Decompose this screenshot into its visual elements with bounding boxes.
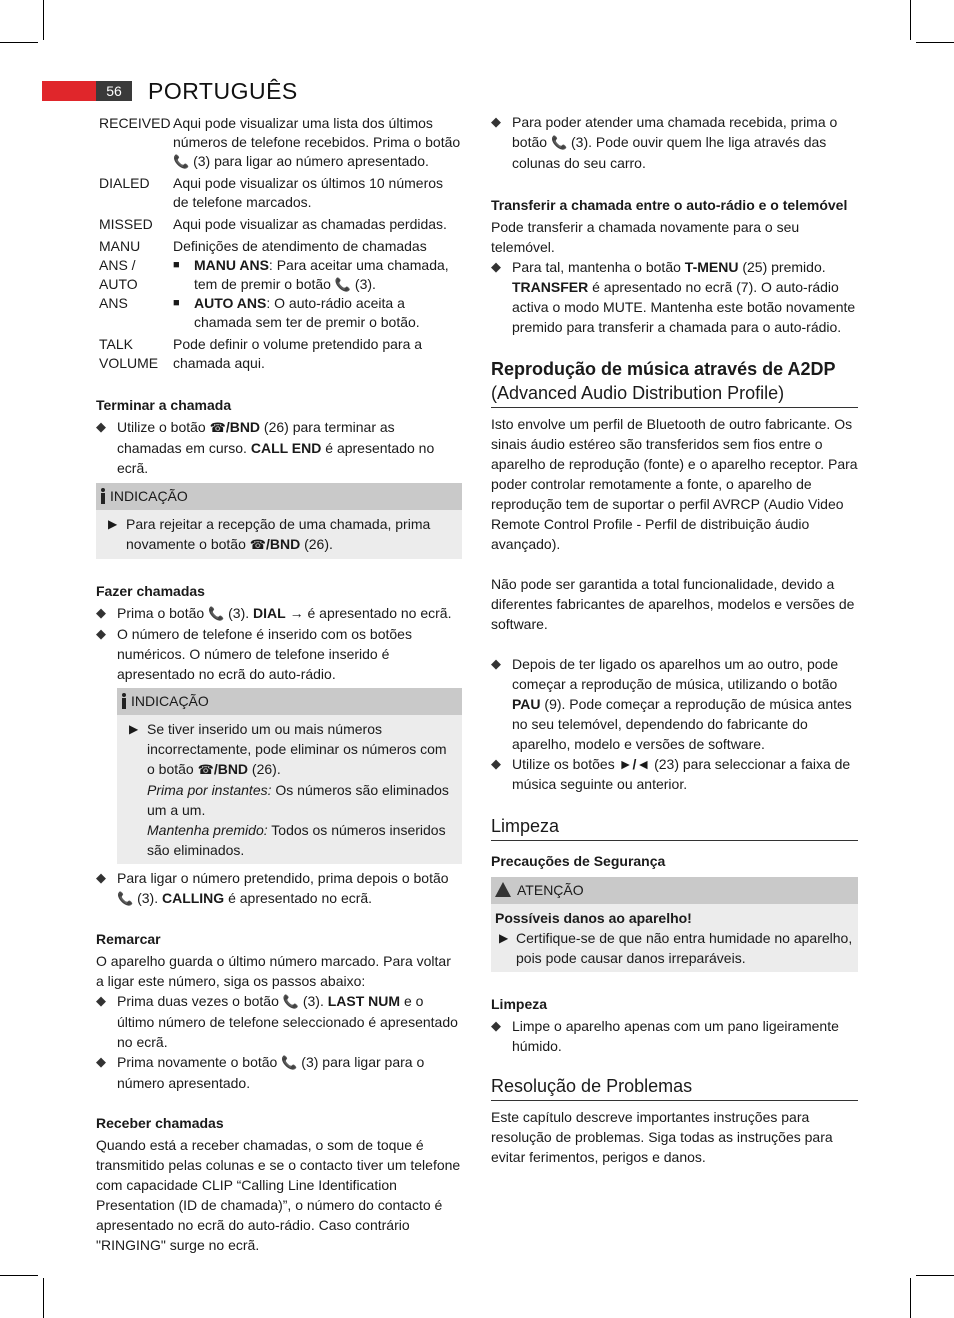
phone-call-icon: 📞: [334, 277, 352, 292]
info-icon: [100, 488, 106, 504]
diamond-bullet-icon: ◆: [491, 756, 501, 771]
header-red-bar: [42, 81, 96, 101]
troubleshooting-heading: Resolução de Problemas: [491, 1074, 858, 1101]
left-column: [96, 114, 462, 1255]
def-manu-ans: [173, 237, 462, 332]
list-item: ◆ Prima novamente o botão 📞 (3) para ligar para o número apresentado.: [96, 1054, 425, 1091]
crop-mark: [910, 0, 911, 40]
diamond-bullet-icon: ◆: [96, 870, 106, 885]
warning-box: [491, 877, 858, 972]
crop-mark: [43, 0, 44, 40]
diamond-bullet-icon: ◆: [491, 656, 501, 671]
safety-heading: Precauções de Segurança: [491, 853, 666, 869]
list-item: ◆ Para ligar o número pretendido, prima depois o botão 📞 (3). CALLING é apresentado no ecrã.: [96, 868, 462, 909]
phone-call-icon: 📞: [173, 154, 190, 169]
phone-hangup-icon: ☎: [197, 762, 214, 777]
note-box: [96, 483, 462, 559]
diamond-bullet-icon: ◆: [96, 1054, 106, 1069]
info-icon: [121, 693, 127, 709]
list-item: ◆ Para tal, mantenha o botão T-MENU (25) premido. TRANSFER é apresentado no ecrã (7). O auto-rádio activa o modo MUTE. Mantenha este botão novamente premido para transferir a chamada para o auto-rádio.: [491, 259, 856, 335]
crop-mark: [0, 1275, 38, 1276]
crop-mark: [0, 42, 38, 43]
crop-mark: [916, 42, 954, 43]
menu-definition-list: [99, 114, 462, 373]
def-received: Aqui pode visualizar uma lista dos últimos números de telefone recebidos. Prima o botão 📞 (3) para ligar ao número apresentado.: [173, 115, 461, 169]
list-item: ▶ Se tiver inserido um ou mais números incorrectamente, pode eliminar os números com o botão ☎/BND (26). Prima por instantes: Os números são eliminados um a um. Mantenha premido: Todos os números inseridos são eliminados.: [121, 719, 458, 860]
phone-call-icon: 📞: [550, 135, 568, 150]
list-item: ◆ Depois de ter ligado os aparelhos um ao outro, pode começar a reprodução de música, utilizando o botão PAU (9). Pode começar a reprodução de música antes no seu telemóvel, dependendo do fabricante do aparelho, modelo e versões de software.: [491, 656, 852, 752]
term-received: RECEIVED: [99, 115, 171, 131]
term-talk-volume: TALK VOLUME: [99, 336, 159, 371]
list-item: ◆ Prima duas vezes o botão 📞 (3). LAST NUM e o último número de telefone seleccionado é apresentado no ecrã.: [96, 993, 458, 1050]
phone-call-icon: 📞: [208, 606, 225, 621]
phone-call-icon: 📞: [117, 891, 134, 906]
note-body: [96, 510, 462, 559]
end-call-heading: Terminar a chamada: [96, 397, 232, 413]
square-bullet-icon: ■: [173, 259, 180, 271]
warning-title: Possíveis danos ao aparelho!: [495, 910, 692, 926]
phone-hangup-icon: ☎: [249, 537, 266, 552]
transfer-heading: Transferir a chamada entre o auto-rádio e o telemóvel: [491, 197, 848, 213]
term-missed: MISSED: [99, 216, 153, 232]
square-bullet-icon: ■: [173, 297, 180, 309]
term-manu-ans: MANU ANS / AUTO ANS: [99, 238, 141, 311]
phone-call-icon: 📞: [281, 1055, 298, 1070]
phone-hangup-icon: ☎: [209, 420, 226, 435]
def-dialed: Aqui pode visualizar os últimos 10 números de telefone marcados.: [173, 175, 444, 210]
list-item: ◆ Limpe o aparelho apenas com um pano ligeiramente húmido.: [491, 1018, 839, 1054]
page-language-title: PORTUGUÊS: [148, 78, 298, 104]
diamond-bullet-icon: ◆: [96, 605, 106, 620]
note-body: [117, 715, 462, 864]
troubleshooting-text: Este capítulo descreve importantes instruções para resolução de problemas. Siga todas as instruções para evitar ferimentos, perigos e danos.: [491, 1109, 833, 1165]
def-talk-volume: Pode definir o volume pretendido para a chamada aqui.: [173, 336, 423, 371]
list-item: ◆ Utilize os botões ►/◄ (23) para seleccionar a faixa de música seguinte ou anterior.: [491, 756, 851, 792]
dial-arrow-icon: →: [289, 605, 304, 621]
cleaning-heading: Limpeza: [491, 814, 858, 841]
a2dp-paragraph-2: Não pode ser garantida a total funcionalidade, devido a diferentes fabricantes de aparelhos, modelos e versões de software.: [491, 576, 855, 632]
receive-calls-heading: Receber chamadas: [96, 1115, 224, 1131]
list-item: ◆ O número de telefone é inserido com os botões numéricos. O número de telefone inserido é apresentado no ecrã do auto-rádio.: [96, 626, 412, 682]
cleaning-subheading: Limpeza: [491, 996, 548, 1012]
list-item: ◆ Prima o botão 📞 (3). DIAL → é apresentado no ecrã.: [96, 603, 462, 624]
diamond-bullet-icon: ◆: [96, 626, 106, 641]
redial-heading: Remarcar: [96, 931, 161, 947]
right-column: [491, 112, 858, 1167]
page-number: 56: [96, 81, 132, 101]
phone-call-icon: 📞: [282, 994, 299, 1009]
make-calls-heading: Fazer chamadas: [96, 583, 205, 599]
def-missed: Aqui pode visualizar as chamadas perdidas.: [173, 216, 447, 232]
warning-body: [491, 904, 858, 972]
a2dp-heading: Reprodução de música através de A2DP (Advanced Audio Distribution Profile): [491, 357, 858, 408]
crop-mark: [43, 1278, 44, 1318]
a2dp-paragraph-1: Isto envolve um perfil de Bluetooth de outro fabricante. Os sinais áudio estéreo são transferidos sem fios entre o aparelho de reprodução (fonte) e o aparelho receptor. Para poder controlar remotamente a fonte, o aparelho de reprodução tem de suportar o perfil AVRCP (Audio Video Remote Control Profile - Perfil de distribuição áudio avançado).: [491, 416, 858, 552]
note-header: INDICAÇÃO: [117, 688, 462, 715]
arrow-bullet-icon: ▶: [108, 517, 118, 531]
redial-text: O aparelho guarda o último número marcado. Para voltar a ligar este número, siga os passos abaixo:: [96, 953, 451, 989]
warning-header: ATENÇÃO: [491, 877, 858, 904]
list-item: ◆ Utilize o botão ☎/BND (26) para terminar as chamadas em curso. CALL END é apresentado no ecrã.: [96, 419, 435, 476]
note-box: [117, 688, 462, 864]
arrow-bullet-icon: ▶: [499, 931, 509, 945]
transfer-text: Pode transferir a chamada novamente para o seu telemóvel.: [491, 219, 800, 255]
arrow-bullet-icon: ▶: [129, 722, 139, 736]
crop-mark: [916, 1275, 954, 1276]
diamond-bullet-icon: ◆: [96, 419, 106, 434]
receive-calls-text: Quando está a receber chamadas, o som de toque é transmitido pelas colunas e se o contacto tiver um telefone com capacidade CLIP “Calling Line Identification Presentation (ID de chamada)”, o número do contacto é apresentado no ecrã do auto-rádio. Caso contrário "RINGING" surge no ecrã.: [96, 1137, 461, 1253]
note-header: INDICAÇÃO: [96, 483, 462, 510]
diamond-bullet-icon: ◆: [491, 1018, 501, 1033]
next-prev-icon: ►/◄: [618, 756, 651, 772]
diamond-bullet-icon: ◆: [96, 993, 106, 1008]
list-item: ■ AUTO ANS: O auto-rádio aceita a chamada sem ter de premir o botão.: [173, 295, 420, 330]
diamond-bullet-icon: ◆: [491, 114, 501, 129]
warning-triangle-icon: [495, 882, 511, 897]
list-item: ■ MANU ANS: Para aceitar uma chamada, tem de premir o botão 📞 (3).: [173, 257, 449, 292]
crop-mark: [910, 1278, 911, 1318]
list-item: ▶ Para rejeitar a recepção de uma chamada, prima novamente o botão ☎/BND (26).: [100, 514, 458, 555]
term-dialed: DIALED: [99, 175, 150, 191]
list-item: ▶ Certifique-se de que não entra humidade no aparelho, pois pode causar danos irreparáveis.: [495, 928, 854, 968]
list-item: ◆ Para poder atender uma chamada recebida, prima o botão 📞 (3). Pode ouvir quem lhe liga através das colunas do seu carro.: [491, 114, 838, 171]
manu-intro: Definições de atendimento de chamadas: [173, 238, 427, 254]
diamond-bullet-icon: ◆: [491, 259, 501, 274]
